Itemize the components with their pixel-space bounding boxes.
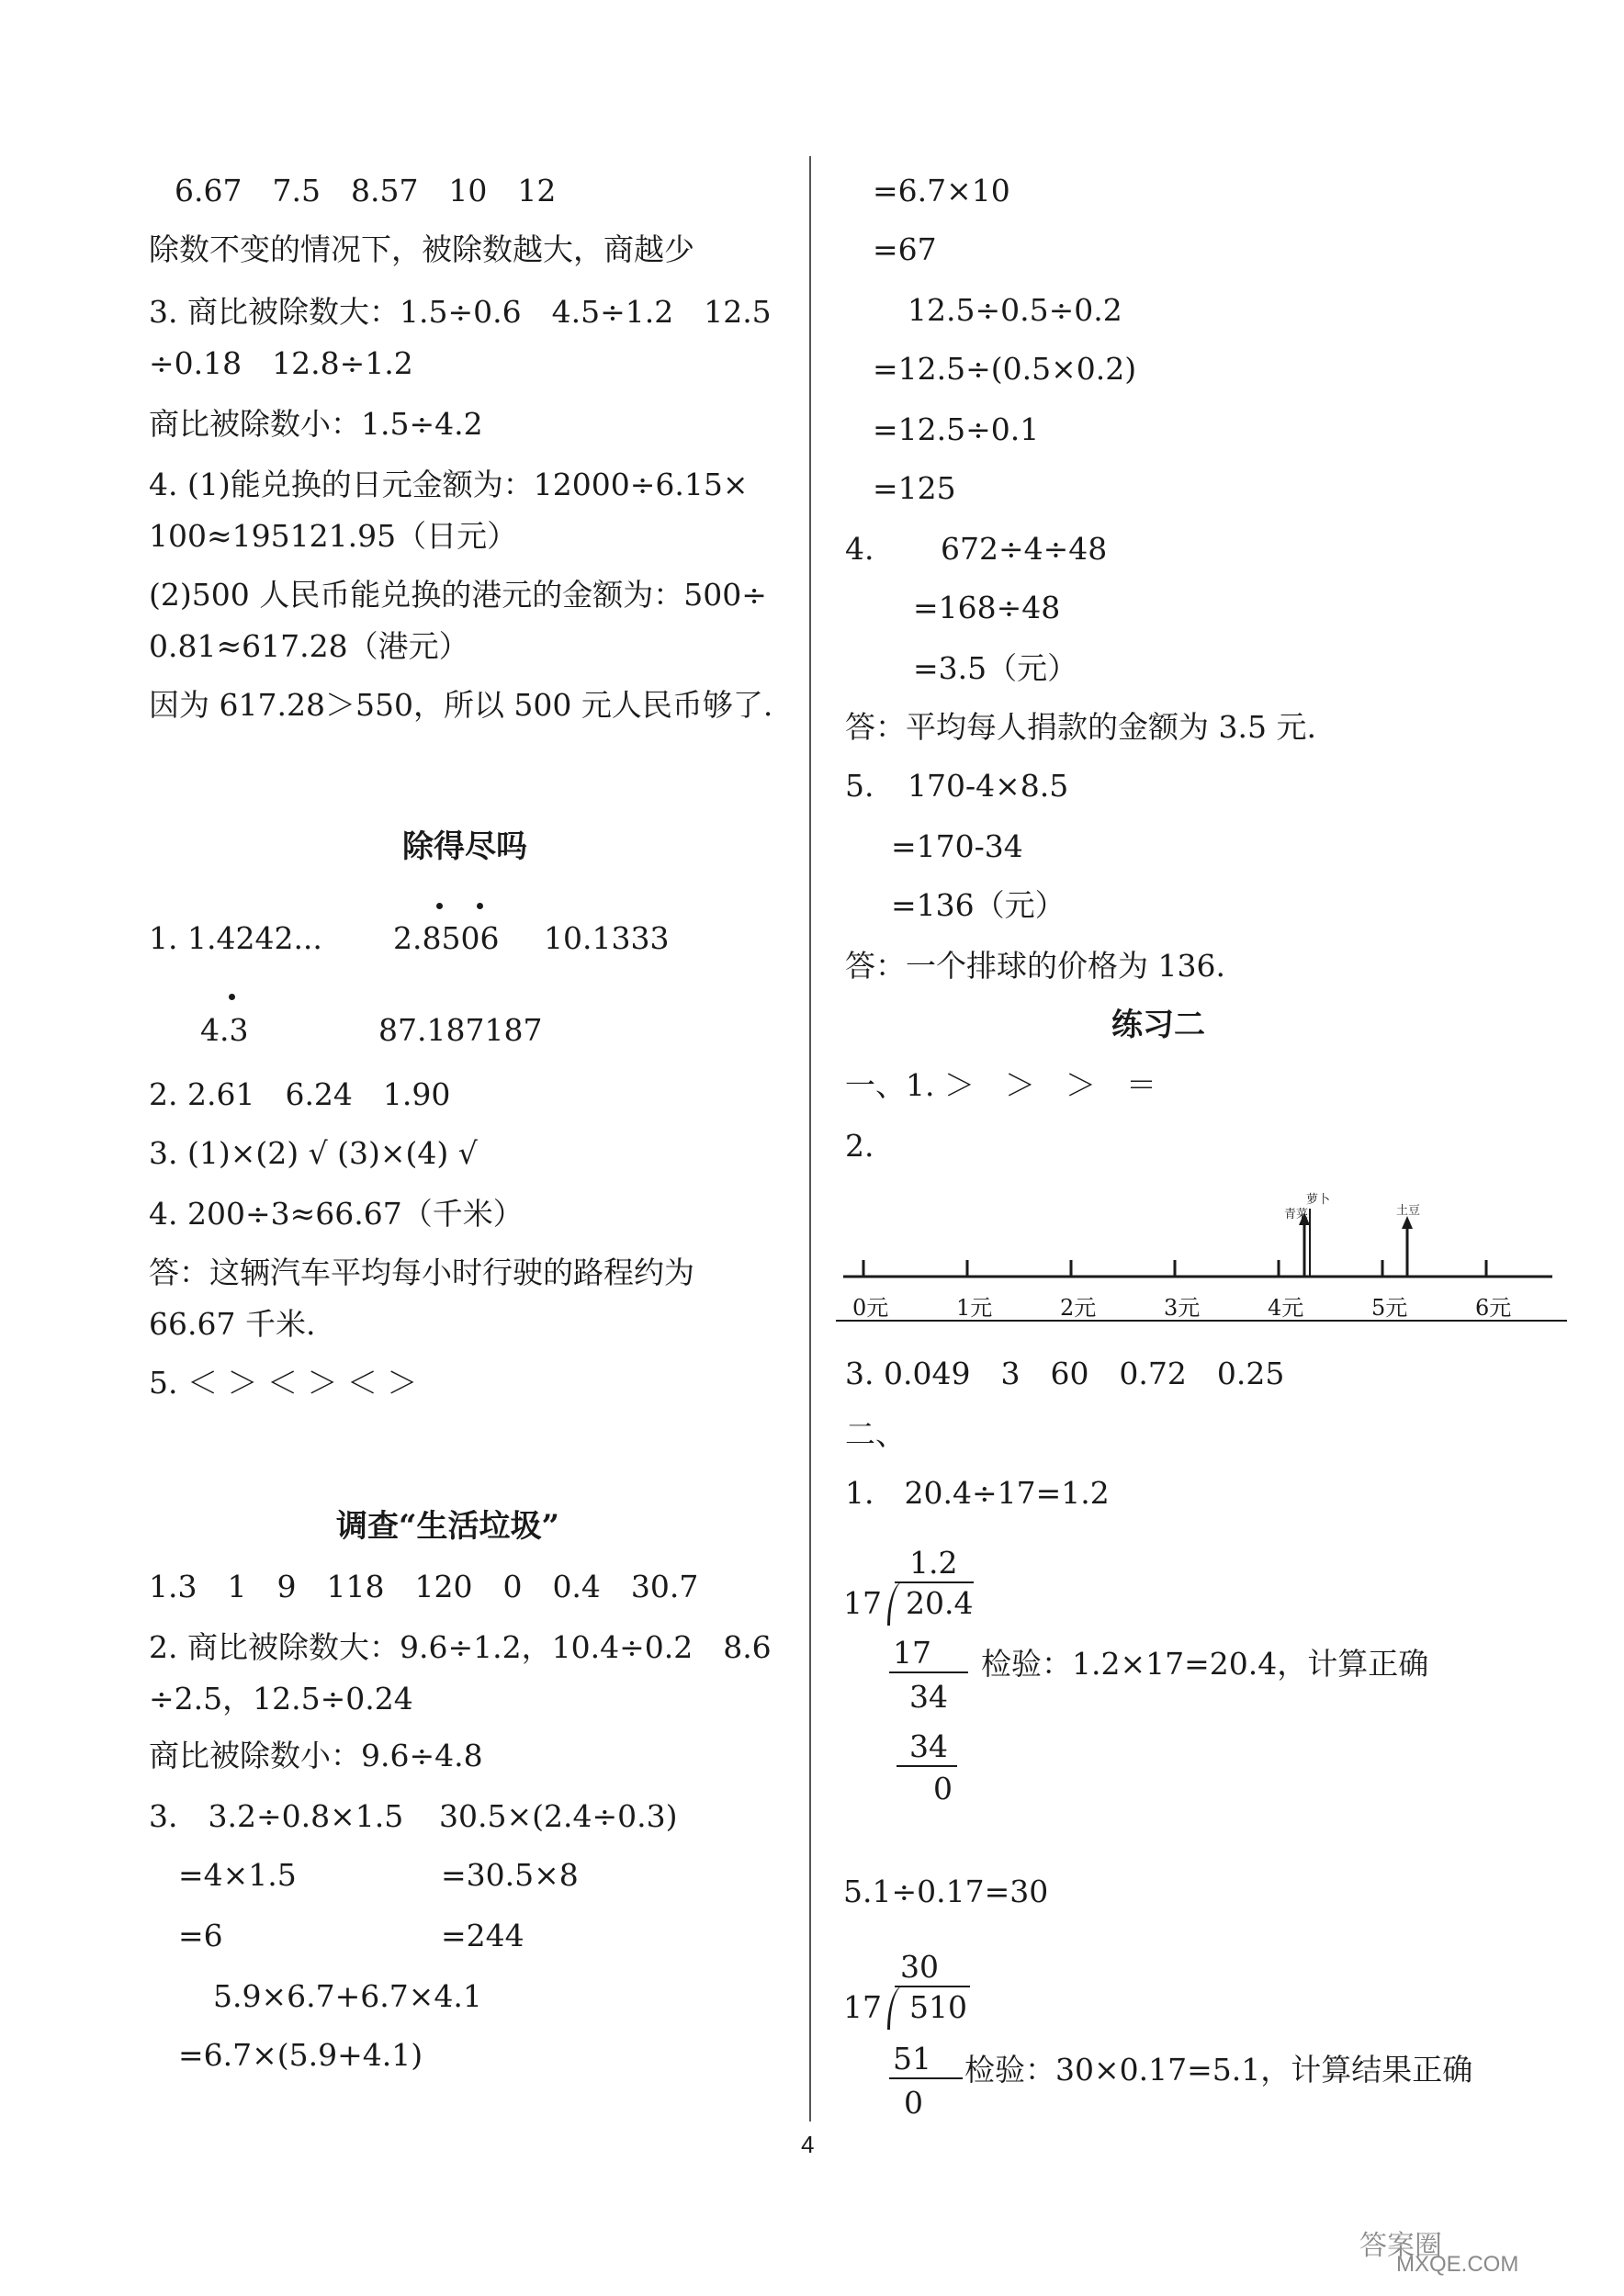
left-line: 5. ＜ ＞ ＜ ＞ ＜ ＞ <box>149 1365 418 1401</box>
number-line-label: 2元 <box>1060 1295 1097 1321</box>
long-division-remainder: 0 <box>904 2085 923 2121</box>
right-line: 5. <box>845 768 874 804</box>
right-line: =136（元） <box>891 887 1066 923</box>
section-title-practice-2: 练习二 <box>1111 1007 1205 1043</box>
right-line: 672÷4÷48 <box>941 531 1108 567</box>
right-line: 5.1÷0.17=30 <box>843 1874 1049 1909</box>
left-line: ÷2.5，12.5÷0.24 <box>149 1681 413 1716</box>
page-number: 4 <box>801 2131 815 2158</box>
left-line: 商比被除数小：9.6÷4.8 <box>149 1738 483 1773</box>
repeating-dot <box>229 994 235 1000</box>
marker-label: 青菜 <box>1284 1208 1309 1221</box>
long-division-divisor: 17 <box>843 1989 882 2025</box>
left-line: 1.3 1 9 118 120 0 0.4 30.7 <box>149 1569 699 1604</box>
repeating-decimal: 2.8506 <box>393 920 500 956</box>
long-division-rule <box>889 1671 968 1673</box>
long-division-quotient: 30 <box>900 1949 939 1985</box>
left-line: 4. 200÷3≈66.67（千米） <box>149 1196 524 1232</box>
left-line: (2)500 人民币能兑换的港元的金额为：500÷ <box>149 577 767 613</box>
long-division-dividend: 20.4 <box>906 1585 974 1621</box>
right-line: 1. 20.4÷17=1.2 <box>845 1475 1110 1511</box>
left-line: 100≈195121.95（日元） <box>149 518 518 554</box>
left-line: =30.5×8 <box>441 1857 579 1893</box>
long-division-step: 34 <box>909 1679 948 1715</box>
left-line: 3. 3.2÷0.8×1.5 <box>149 1798 404 1834</box>
long-division-rule <box>897 1765 957 1767</box>
repeating-decimal: 4.3 <box>200 1012 249 1048</box>
left-line: 3. (1)×(2) √ (3)×(4) √ <box>149 1135 478 1171</box>
number-line-label: 5元 <box>1371 1295 1408 1321</box>
right-line: 二、 <box>845 1416 906 1452</box>
long-division-rule <box>889 2077 963 2079</box>
left-line: 答：这辆汽车平均每小时行驶的路程约为 <box>149 1255 694 1290</box>
marker-label: 土豆 <box>1396 1204 1421 1218</box>
left-line: 66.67 千米. <box>149 1306 316 1342</box>
left-line: ÷0.18 12.8÷1.2 <box>149 345 413 381</box>
right-line: =170-34 <box>891 828 1023 864</box>
long-division-check: 检验：30×0.17=5.1，计算结果正确 <box>964 2052 1473 2088</box>
left-line: 商比被除数小：1.5÷4.2 <box>149 406 483 442</box>
watermark-url: MXQE.COM <box>1396 2252 1519 2277</box>
long-division-step: 51 <box>893 2041 931 2077</box>
right-line: 2. <box>845 1128 874 1164</box>
long-division-remainder: 0 <box>933 1771 953 1806</box>
right-line: 4. <box>845 531 874 567</box>
number-line-label: 3元 <box>1164 1295 1201 1321</box>
number-line-label: 0元 <box>852 1295 889 1321</box>
number-line-label: 6元 <box>1475 1295 1512 1321</box>
left-line: 10.1333 <box>544 920 670 956</box>
left-line: =6.7×(5.9+4.1) <box>178 2037 423 2073</box>
right-line: 170-4×8.5 <box>908 768 1069 804</box>
right-line: =125 <box>873 470 956 506</box>
right-line: 3. 0.049 3 60 0.72 0.25 <box>845 1356 1285 1391</box>
column-divider <box>809 156 811 2122</box>
left-line: 因为 617.28＞550，所以 500 元人民币够了. <box>149 687 773 723</box>
left-line: 2. 商比被除数大：9.6÷1.2，10.4÷0.2 8.6 <box>149 1629 772 1665</box>
left-line: 30.5×(2.4÷0.3) <box>439 1798 678 1834</box>
left-line: 87.187187 <box>378 1012 543 1048</box>
right-line: =67 <box>873 231 937 267</box>
left-line: 1. 1.4242... <box>149 920 322 956</box>
repeating-dot <box>477 903 483 909</box>
left-line: 6.67 7.5 8.57 10 12 <box>175 173 557 208</box>
right-line: =3.5（元） <box>913 650 1078 686</box>
marker-arrowhead <box>1402 1216 1413 1229</box>
repeating-dot <box>436 903 443 909</box>
right-line: 一、1. ＞ ＞ ＞ ＝ <box>845 1067 1156 1103</box>
left-line: 2. 2.61 6.24 1.90 <box>149 1076 451 1112</box>
long-division-check: 检验：1.2×17=20.4，计算正确 <box>981 1646 1429 1682</box>
long-division-quotient: 1.2 <box>909 1545 958 1581</box>
watermark-logo: 答案圈 <box>1359 2231 1442 2261</box>
right-line: 答：一个排球的价格为 136. <box>845 948 1225 984</box>
left-line: =6 <box>178 1918 223 1953</box>
left-line: 5.9×6.7+6.7×4.1 <box>213 1978 482 2014</box>
long-division-step: 17 <box>893 1635 931 1671</box>
right-line: =12.5÷(0.5×0.2) <box>873 351 1137 387</box>
left-line: 4. (1)能兑换的日元金额为：12000÷6.15× <box>149 467 749 502</box>
long-division-step: 34 <box>909 1728 948 1764</box>
long-division-divisor: 17 <box>843 1585 882 1621</box>
left-line: 0.81≈617.28（港元） <box>149 628 469 664</box>
section-title-divisible: 除得尽吗 <box>402 828 527 865</box>
marker-label: 萝卜 <box>1306 1193 1331 1207</box>
long-division-dividend: 510 <box>909 1989 967 2025</box>
number-line-label: 4元 <box>1268 1295 1304 1321</box>
right-line: 答：平均每人捐款的金额为 3.5 元. <box>845 709 1316 745</box>
right-line: =12.5÷0.1 <box>873 411 1040 447</box>
long-division-bracket <box>887 1986 910 2030</box>
number-line-label: 1元 <box>956 1295 993 1321</box>
left-line: 除数不变的情况下，被除数越大，商越少 <box>149 231 694 267</box>
number-line <box>836 1185 1571 1341</box>
section-title-garbage: 调查“生活垃圾” <box>336 1508 560 1545</box>
left-line: =244 <box>441 1918 524 1953</box>
right-line: 12.5÷0.5÷0.2 <box>908 292 1122 328</box>
right-line: =168÷48 <box>913 590 1061 625</box>
right-line: =6.7×10 <box>873 173 1010 208</box>
left-line: 3. 商比被除数大：1.5÷0.6 4.5÷1.2 12.5 <box>149 294 772 330</box>
left-line: =4×1.5 <box>178 1857 297 1893</box>
